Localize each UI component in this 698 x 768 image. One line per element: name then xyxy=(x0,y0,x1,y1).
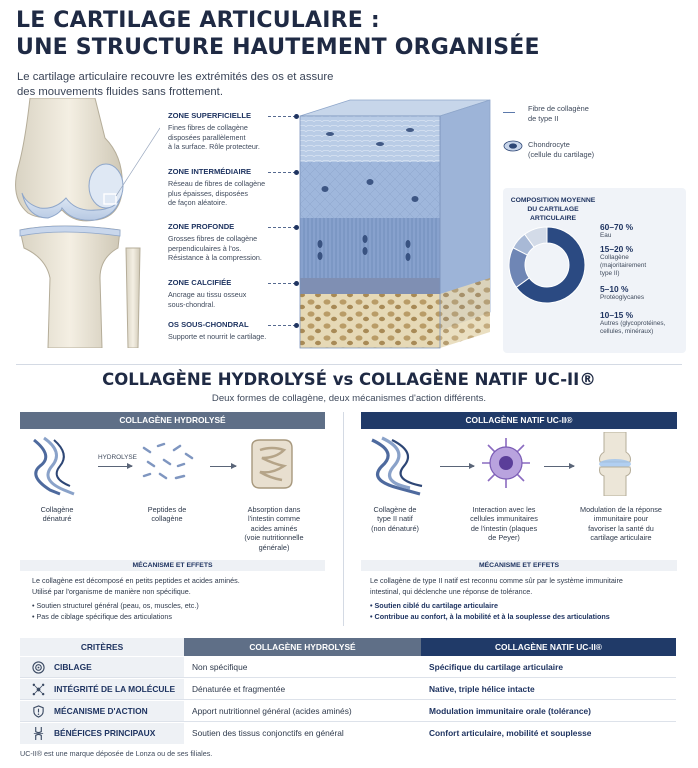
composition-label: Collagène xyxy=(600,254,629,261)
zone-profonde-desc xyxy=(168,234,288,263)
zone-profonde-line: perpendiculaires à l'os. xyxy=(168,243,242,253)
natif-bullet: • Contribue au confort, à la mobilité et à la souplesse des articulations xyxy=(370,611,610,621)
peptides-icon xyxy=(140,442,196,482)
step-label-line: immunitaire pour xyxy=(593,514,649,524)
shield-icon xyxy=(32,705,45,718)
zone-intermediaire-desc xyxy=(168,179,288,208)
joint-icon xyxy=(32,727,45,740)
composition-label: Autres (glycoprotéines, xyxy=(600,320,666,327)
table-cell-natif: Confort articulaire, mobilité et souplesse xyxy=(429,728,592,738)
zone-superficielle-title: ZONE SUPERFICIELLE xyxy=(168,111,252,120)
step-label-line: Peptides de xyxy=(147,505,187,514)
os-sous-chondral xyxy=(168,320,288,342)
natif-step-2-label xyxy=(458,505,550,543)
criterion-label: BÉNÉFICES PRINCIPAUX xyxy=(54,728,156,738)
table-cell-criterion xyxy=(20,723,184,744)
step-label-line: générale) xyxy=(258,542,290,552)
hydrolyse-step-2-label xyxy=(132,505,202,524)
zone-profonde-line: Grosses fibres de collagène xyxy=(168,234,258,243)
healthy-joint-icon xyxy=(596,432,634,496)
table-cell-hydrolyse: Soutien des tissus conjonctifs en général xyxy=(192,728,344,738)
step-label-line: collagène xyxy=(151,514,183,524)
zone-profonde-title: ZONE PROFONDE xyxy=(168,222,235,231)
table-cell-criterion xyxy=(20,679,184,699)
criterion-label: CIBLAGE xyxy=(54,662,92,672)
title-line-1: LE CARTILAGE ARTICULAIRE : xyxy=(16,8,380,33)
os-sous-chondral-line: Supporte et nourrit le cartilage. xyxy=(168,332,267,341)
section-divider xyxy=(16,364,682,365)
zone-calcifiee-title: ZONE CALCIFIÉE xyxy=(168,278,232,287)
criterion-label: INTÉGRITÉ DE LA MOLÉCULE xyxy=(54,684,176,694)
table-row xyxy=(20,679,676,700)
table-cell-hydrolyse: Apport nutritionnel général (acides aminés) xyxy=(192,706,352,716)
step-label-line: favoriser la santé du xyxy=(588,523,654,533)
mechanism-line: intestinal, qui déclenche une réponse de tolérance. xyxy=(370,586,533,596)
step-label-line: Collagène de xyxy=(373,505,417,514)
cartilage-cross-section xyxy=(290,94,498,356)
step-label-line: l'intestin comme xyxy=(247,514,301,524)
hydrolyse-step-1-label xyxy=(22,505,92,524)
hydrolyse-mechanism-title: MÉCANISME ET EFFETS xyxy=(20,560,325,571)
hydrolyse-header: COLLAGÈNE HYDROLYSÉ xyxy=(20,412,325,429)
table-header-hydrolyse: COLLAGÈNE HYDROLYSÉ xyxy=(184,638,421,656)
composition-pct: 15–20 % xyxy=(600,244,634,254)
title-line-2: UNE STRUCTURE HAUTEMENT ORGANISÉE xyxy=(16,35,540,60)
table-cell-hydrolyse: Non spécifique xyxy=(192,662,248,672)
collagen-fiber-legend-icon xyxy=(503,112,515,113)
table-cell-natif: Spécifique du cartilage articulaire xyxy=(429,662,564,672)
arrow-icon xyxy=(210,466,236,467)
arrow-icon xyxy=(98,466,132,467)
zone-superficielle-desc xyxy=(168,123,288,152)
zone-superficielle-line: Fines fibres de collagène xyxy=(168,123,248,132)
native-triple-helix-icon xyxy=(368,436,426,496)
natif-step-3-label xyxy=(570,505,672,543)
table-row xyxy=(20,701,676,722)
intro-line-1: Le cartilage articulaire recouvre les extrémités des os et assure xyxy=(17,71,334,83)
triple-helix-icon xyxy=(30,436,78,496)
target-icon xyxy=(32,661,45,674)
composition-label: Protéoglycanes xyxy=(600,294,645,301)
bullet-text: Soutien structurel général (peau, os, muscles, etc.) xyxy=(36,601,199,610)
chondrocyte-legend-line: (cellule du cartilage) xyxy=(528,149,595,159)
comparison-title: COLLAGÈNE HYDROLYSÉ vs COLLAGÈNE NATIF UC-II® xyxy=(102,370,596,389)
hydrolysis-arrow-label: HYDROLYSE xyxy=(98,454,137,461)
step-label-line: Modulation de la réponse xyxy=(580,505,662,514)
composition-label: type II) xyxy=(600,270,620,277)
natif-step-1-label xyxy=(360,505,430,533)
zone-superficielle xyxy=(168,111,288,152)
natif-mechanism-title: MÉCANISME ET EFFETS xyxy=(361,560,677,571)
immune-cell-icon xyxy=(480,436,532,490)
zone-calcifiee-line: Ancrage au tissu osseux xyxy=(168,290,247,299)
comparison-table xyxy=(20,638,676,744)
natif-mechanism-text xyxy=(370,576,676,622)
table-cell-criterion xyxy=(20,701,184,721)
mechanism-line: Utilisé par l'organisme de manière non spécifique. xyxy=(32,586,191,596)
os-sous-chondral-title: OS SOUS-CHONDRAL xyxy=(168,320,249,329)
comparison-subtitle: Deux formes de collagène, deux mécanismes d'action différents. xyxy=(211,393,487,404)
composition-item-water xyxy=(600,222,684,244)
zone-superficielle-line: à la surface. Rôle protecteur. xyxy=(168,142,260,151)
hydrolyse-bullet: • Pas de ciblage spécifique des articulations xyxy=(32,611,172,621)
composition-donut-chart xyxy=(506,224,588,306)
zone-calcifiee-desc xyxy=(168,290,288,309)
composition-panel xyxy=(503,188,686,353)
step-label-line: de l'intestin (plaques xyxy=(470,523,538,533)
step-label-line: Absorption dans xyxy=(247,505,301,514)
composition-title xyxy=(507,196,599,223)
column-divider xyxy=(343,412,344,626)
molecule-icon xyxy=(32,683,45,696)
composition-label: Eau xyxy=(600,232,612,239)
composition-label: (majoritairement xyxy=(600,262,647,269)
composition-item-other xyxy=(600,310,684,336)
table-header-natif: COLLAGÈNE NATIF UC-II® xyxy=(421,638,676,656)
table-row xyxy=(20,657,676,678)
step-label-line: (non dénaturé) xyxy=(371,523,419,533)
composition-pct: 5–10 % xyxy=(600,284,629,294)
table-cell-criterion xyxy=(20,657,184,677)
zone-calcifiee-line: sous-chondral. xyxy=(168,299,216,309)
zone-intermediaire-title: ZONE INTERMÉDIAIRE xyxy=(168,167,252,176)
arrow-icon xyxy=(440,466,474,467)
zone-intermediaire-line: Réseau de fibres de collagène xyxy=(168,179,266,188)
mechanism-line: Le collagène de type II natif est reconnu comme sûr par le système immunitaire xyxy=(370,576,623,585)
step-label-line: acides aminés xyxy=(250,523,298,533)
step-label-line: (voie nutritionnelle xyxy=(244,533,304,543)
hydrolyse-step-3-label xyxy=(232,505,316,552)
zone-profonde-line: Résistance à la compression. xyxy=(168,253,262,262)
knee-joint-illustration xyxy=(0,98,160,348)
composition-pct: 10–15 % xyxy=(600,310,634,320)
table-cell-natif: Native, triple hélice intacte xyxy=(429,684,535,694)
composition-title-line: COMPOSITION MOYENNE xyxy=(510,197,596,204)
arrow-icon xyxy=(544,466,574,467)
os-sous-chondral-desc xyxy=(168,332,288,342)
composition-legend xyxy=(600,222,684,336)
table-cell-natif: Modulation immunitaire orale (tolérance) xyxy=(429,706,591,716)
zone-profonde xyxy=(168,222,288,263)
hydrolyse-mechanism-text xyxy=(32,576,322,622)
bullet-text: Soutien ciblé du cartilage articulaire xyxy=(374,601,498,610)
composition-pct: 60–70 % xyxy=(600,222,634,232)
step-label-line: de Peyer) xyxy=(488,533,520,543)
composition-title-line: DU CARTILAGE ARTICULAIRE xyxy=(527,206,579,222)
chondrocyte-legend-line: Chondrocyte xyxy=(528,140,570,149)
trademark-footnote: UC-II® est une marque déposée de Lonza ou de ses filiales. xyxy=(20,749,213,758)
collagen-fiber-legend-line: Fibre de collagène xyxy=(528,104,589,113)
step-label-line: type II natif xyxy=(377,514,413,524)
chondrocyte-legend xyxy=(528,140,594,159)
chondrocyte-legend-icon xyxy=(502,140,524,152)
composition-item-collagen xyxy=(600,244,684,284)
collagen-fiber-legend xyxy=(528,104,589,123)
natif-bullet: • Soutien ciblé du cartilage articulaire xyxy=(370,601,498,610)
mechanism-line: Le collagène est décomposé en petits peptides et acides aminés. xyxy=(32,576,240,585)
zone-superficielle-line: disposées parallèlement xyxy=(168,132,246,142)
criterion-label: MÉCANISME D'ACTION xyxy=(54,706,148,716)
step-label-line: dénaturé xyxy=(42,514,72,524)
table-cell-hydrolyse: Dénaturée et fragmentée xyxy=(192,684,286,694)
table-header-criteria: CRITÈRES xyxy=(20,638,184,656)
natif-header: COLLAGÈNE NATIF UC-II® xyxy=(361,412,677,429)
step-label-line: Interaction avec les xyxy=(472,505,536,514)
bullet-text: Pas de ciblage spécifique des articulations xyxy=(36,611,172,621)
composition-label: cellules, minéraux) xyxy=(600,328,654,335)
table-row xyxy=(20,723,676,744)
zone-intermediaire xyxy=(168,167,288,208)
table-header-row xyxy=(20,638,676,656)
step-label-line: cellules immunitaires xyxy=(470,514,538,524)
step-label-line: cartilage articulaire xyxy=(590,533,652,543)
intro-line-2: des mouvements fluides sans frottement. xyxy=(17,86,223,98)
step-label-line: Collagène xyxy=(40,505,74,514)
zone-intermediaire-line: plus épaisses, disposées xyxy=(168,188,248,198)
intestine-icon xyxy=(246,436,298,492)
composition-item-proteoglycans xyxy=(600,284,684,310)
collagen-fiber-legend-line: de type II xyxy=(528,113,559,123)
hydrolyse-bullet: • Soutien structurel général (peau, os, muscles, etc.) xyxy=(32,601,199,610)
zone-intermediaire-line: de façon aléatoire. xyxy=(168,198,228,207)
bullet-text: Contribue au confort, à la mobilité et à la souplesse des articulations xyxy=(374,611,610,621)
